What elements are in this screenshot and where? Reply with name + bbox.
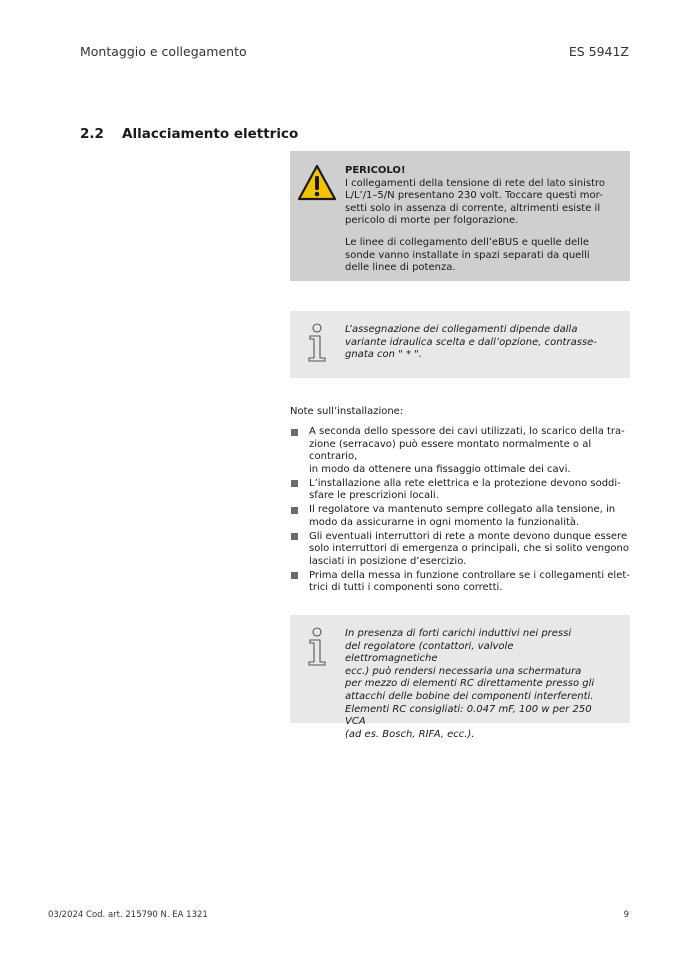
bullet-square-icon: [291, 572, 298, 579]
info-line: L’assegnazione dei collegamenti dipende dalla: [345, 324, 578, 335]
danger-line: I collegamenti della tensione di rete del lato sinistro: [345, 177, 606, 189]
installation-notes-list: [290, 426, 632, 596]
list-item: [290, 478, 632, 503]
warning-triangle-icon: [296, 163, 338, 203]
list-item-line: L’installazione alla rete elettrica e la protezione devono soddi-: [309, 477, 621, 489]
info-line: del regolatore (contattori, valvole elettromagnetiche: [345, 640, 514, 665]
list-item: [290, 570, 632, 595]
danger-line: sonde vanno installate in spazi separati da quelli: [345, 249, 590, 261]
danger-line: L/L’/1–5/N presentano 230 volt. Toccare questi mor-: [345, 190, 603, 202]
info-line: per mezzo di elementi RC direttamente presso gli: [345, 678, 595, 690]
danger-line: Le linee di collegamento dell’eBUS e quelle delle: [345, 237, 590, 248]
list-item-line: Prima della messa in funzione controllare se i collegamenti elet-: [309, 569, 630, 581]
info-line: variante idraulica scelta e dall’opzione, contrasse-: [345, 336, 597, 348]
danger-notice-box: [290, 151, 630, 281]
danger-line: delle linee di potenza.: [345, 262, 456, 274]
section-title: Allacciamento elettrico: [122, 126, 299, 142]
section-number: 2.2: [80, 126, 104, 142]
info-notice-box: [290, 311, 630, 378]
info-line: Elementi RC consigliati: 0.047 mF, 100 w per 250 VCA: [345, 703, 592, 728]
header-chapter-title: Montaggio e collegamento: [80, 44, 247, 59]
installation-notes-intro: Note sull’installazione:: [290, 406, 404, 417]
bullet-square-icon: [291, 480, 298, 487]
info-line: ecc.) può rendersi necessaria una schermatura: [345, 665, 582, 677]
danger-text: [345, 165, 608, 228]
bullet-square-icon: [291, 507, 298, 514]
list-item: [290, 531, 632, 569]
info-line: gnata con " * ".: [345, 349, 422, 361]
list-item-line: in modo da ottenere una fissaggio ottimale dei cavi.: [309, 463, 571, 475]
page-number: 9: [623, 910, 629, 920]
info-line: attacchi delle bobine dei componenti interferenti.: [345, 690, 594, 702]
list-item-line: Il regolatore va mantenuto sempre collegato alla tensione, in: [309, 504, 616, 516]
info-text: [345, 628, 608, 741]
info-icon: [306, 627, 328, 667]
info-notice-box-shielding: [290, 615, 630, 740]
list-item-line: zione (serracavo) può essere montato normalmente o al contrario,: [309, 438, 592, 463]
info-icon: [306, 323, 328, 363]
footer-document-info: 03/2024 Cod. art. 215790 N. EA 1321: [48, 910, 208, 920]
danger-text-secondary: [345, 237, 608, 275]
info-text: [345, 324, 608, 362]
list-item-line: Gli eventuali interruttori di rete a monte devono dunque essere: [309, 530, 628, 542]
danger-line: pericolo di morte per folgorazione.: [345, 215, 519, 227]
list-item: [290, 504, 632, 529]
list-item-line: sfare le prescrizioni locali.: [309, 490, 439, 502]
list-item-line: lasciati in posizione d’esercizio.: [309, 555, 467, 567]
list-item-line: modo da assicurarne in ogni momento la funzionalità.: [309, 516, 580, 528]
header-product-code: ES 5941Z: [568, 44, 629, 59]
info-line: (ad es. Bosch, RIFA, ecc.).: [345, 728, 475, 740]
list-item-line: solo interruttori di emergenza o principali, che si solito vengono: [309, 543, 629, 555]
bullet-square-icon: [291, 429, 298, 436]
danger-line: setti solo in assenza di corrente, altrimenti esiste il: [345, 202, 601, 214]
info-line: In presenza di forti carichi induttivi nei pressi: [345, 628, 572, 639]
list-item-line: A seconda dello spessore dei cavi utilizzati, lo scarico della tra-: [309, 426, 625, 437]
bullet-square-icon: [291, 533, 298, 540]
danger-title: PERICOLO!: [345, 165, 406, 176]
list-item-line: trici di tutti i componenti sono corretti.: [309, 582, 503, 594]
list-item: [290, 426, 632, 476]
